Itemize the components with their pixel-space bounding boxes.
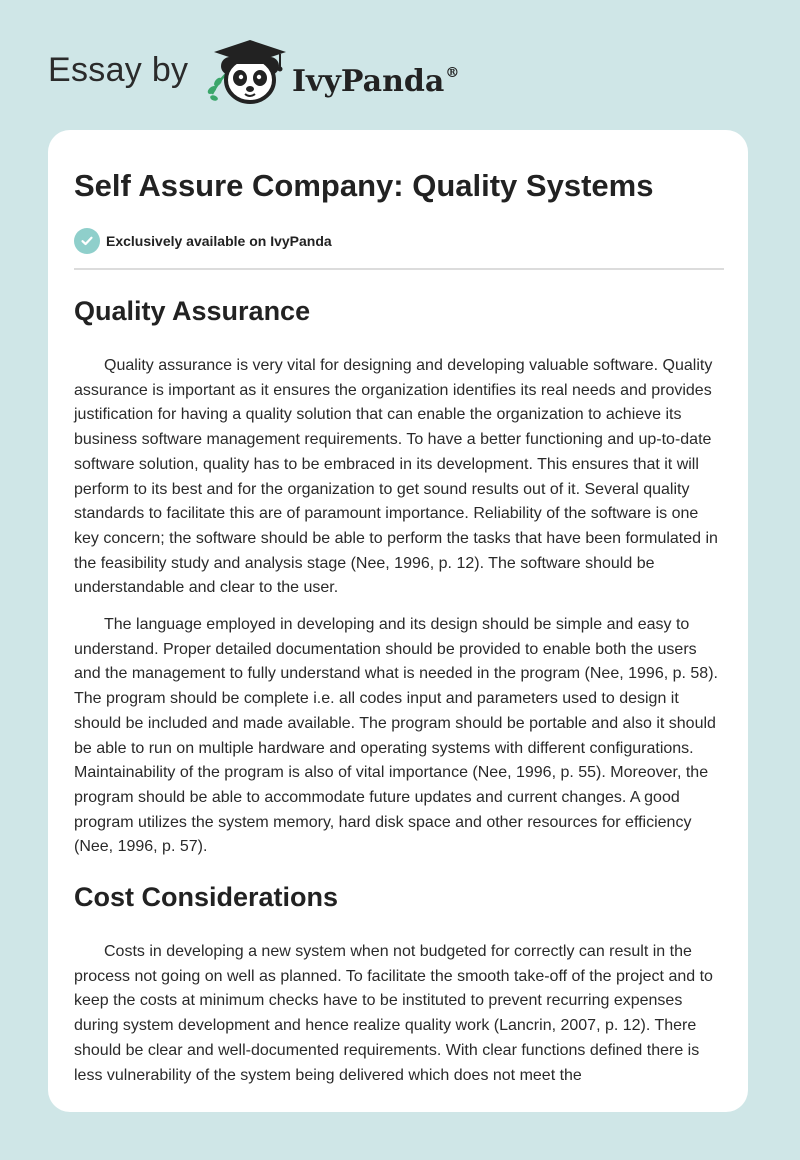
brand-name-text: IvyPanda <box>292 64 445 99</box>
divider <box>74 268 724 270</box>
section-heading: Cost Considerations <box>74 882 339 913</box>
essay-by-label: Essay by <box>48 51 189 89</box>
brand-wordmark[interactable] <box>292 56 459 99</box>
article-card <box>48 130 748 1112</box>
paragraph: Quality assurance is very vital for designing and developing valuable software. Quality assurance is important as it ensures the organization identifies its real needs and provides justification for having a quality solution that can enable the organization to achieve its business software management requirements. To have a better functioning and up-to-date software solution, quality has to be embraced in its development. This ensures that it will perform to its best and for the organization to get sound results out of it. Several quality standards to facilitate this are of paramount importance. Reliability of the software is one key concern; the software should be able to perform the tasks that have been formulated in the feasibility study and analysis stage (Nee, 1996, p. 12). The software should be understandable and clear to the user. <box>74 357 718 597</box>
registered-mark: ® <box>445 65 460 81</box>
availability-text: Exclusively available on IvyPanda <box>106 233 332 249</box>
page-title: Self Assure Company: Quality Systems <box>74 168 654 203</box>
section-heading: Quality Assurance <box>74 296 311 326</box>
panda-graduate-icon[interactable] <box>200 34 296 110</box>
paragraph: Costs in developing a new system when not budgeted for correctly can result in the process not going on well as planned. To facilitate the smooth take-off of the project and to keep the costs at minimum checks have to be instituted to prevent recurring expenses during system development and hence realize quality work (Lancrin, 2007, p. 12). There should be clear and well-documented requirements. With clear functions defined there is less vulnerability of the system being delivered which does not meet the <box>74 943 713 1084</box>
availability-badge <box>74 228 724 254</box>
paragraph: The language employed in developing and its design should be simple and easy to understand. Proper detailed documentation should be provided to enable both the users and the management to fully understand what is needed in the program (Nee, 1996, p. 58). The program should be complete i.e. all codes input and parameters used to design it should be included and made available. The program should be portable and also it should be able to run on multiple hardware and operating systems with different configurations. Maintainability of the program is also of vital importance (Nee, 1996, p. 55). Moreover, the program should be able to accommodate future updates and current changes. A good program utilizes the system memory, hard disk space and other resources for efficiency (Nee, 1996, p. 57). <box>74 616 718 856</box>
site-header <box>0 0 800 130</box>
article-body <box>74 130 724 1100</box>
check-circle-icon <box>74 228 100 254</box>
